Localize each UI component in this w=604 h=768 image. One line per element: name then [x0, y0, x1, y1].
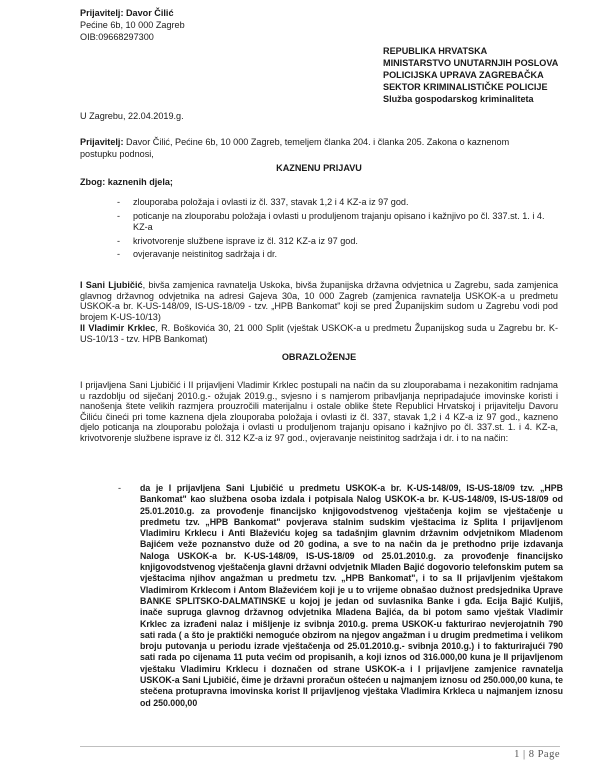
accused-2-name: II Vladimir Krklec	[80, 323, 156, 333]
intro-line-2: postupku podnosi,	[80, 149, 154, 159]
intro-lead: Prijavitelj:	[80, 137, 124, 147]
intro-text: Davor Čilić, Pećine 6b, 10 000 Zagreb, temeljem članka 204. i članka 205. Zakona o kaznenom	[123, 137, 510, 147]
page-number: 1 | 8 Page	[514, 749, 560, 760]
charge-bullet: -	[117, 249, 121, 259]
charge-item: poticanje na zlouporabu položaja i ovlasti u produljenom trajanju opisano i kažnjivo po čl. 337.st. 1. i 4. KZ-a	[133, 211, 545, 232]
recipient-line-4: SEKTOR KRIMINALISTIČKE POLICIJE	[383, 82, 548, 92]
intro-line-1	[80, 137, 509, 148]
charge-item: ovjeravanje neistinitog sadržaja i dr.	[133, 249, 278, 259]
charge-bullet: -	[117, 236, 121, 246]
footer-rule	[80, 746, 560, 747]
charge-bullet: -	[117, 211, 121, 221]
charge-heading: Zbog: kaznenih djela;	[80, 177, 173, 187]
sender-address: Pećine 6b, 10 000 Zagreb	[80, 20, 185, 30]
accused-1-text: , bivša zamjenica ravnatelja Uskoka, bivša županijska državna odvjetnica u Zagrebu, sada zamjenica glavnog državnog odvjetnika na adresi Gajeva 30a, 10 000 Zagreb (zamjenica ravnatelja USKOK-a u predmetu USKOK-a br. K-US-148/09, IS-US-18/09 - tzv. „HPB Bankomat" koji se pred Županijskim sudom u Zagrebu vodi pod brojem K-US-10/13)	[80, 280, 559, 322]
document-title: KAZNENU PRIJAVU	[276, 163, 362, 173]
accused-2	[80, 323, 558, 344]
recipient-line-1: REPUBLIKA HRVATSKA	[383, 46, 488, 56]
document-date: U Zagrebu, 22.04.2019.g.	[80, 111, 184, 121]
explanation-paragraph: I prijavljena Sani Ljubičić i II prijavljeni Vladimir Krklec postupali na način da su zlouporabama i nezakonitim radnjama u razdoblju od siječanj 2010.g.- ožujak 2019.g., svjesno i s namjerom pribavljanja nepripadajuće imovinske koristi i nanošenja štete velikih razmjera prouzročili materijalnu i ostale oblike štete Republici Hrvatskoj i prijavitelju Davoru Čiliću čineći pri tome kaznena djela zlouporaba položaja i ovlasti iz čl. 337, stavak 1,2 i 4 KZ-a iz 97 god., kazneno djelo poticanja na zlouporabu položaja i ovlasti u produljenom trajanju opisano i kažnjivo po čl. 337.st. 1. i 4. KZ-a, krivotvorenje službene isprave iz čl. 312 KZ-a iz 97 god., ovjeravanje neistinitog sadržaja i dr. i to na način:	[80, 380, 558, 443]
recipient-line-3: POLICIJSKA UPRAVA ZAGREBAČKA	[383, 70, 544, 80]
section-title: OBRAZLOŽENJE	[281, 352, 357, 362]
sender-oib: OIB:09668297300	[80, 32, 154, 42]
charge-item: zlouporaba položaja i ovlasti iz čl. 337, stavak 1,2 i 4 KZ-a iz 97 god.	[133, 197, 409, 207]
charge-item: krivotvorenje službene isprave iz čl. 312 KZ-a iz 97 god.	[133, 236, 358, 246]
accused-1-name: I Sani Ljubičić	[80, 280, 143, 290]
charge-bullet: -	[117, 197, 121, 207]
detail-paragraph: da je I prijavljena Sani Ljubičić u predmetu USKOK-a br. K-US-148/09, IS-US-18/09 tzv. „HPB Bankomat" kao službena osoba izdala i potpisala Nalog USKOK-a br. K-US-148/09, IS-US-18/09 od 25.01.2010.g. za provođenje financijsko knjigovodstvenog vještačenja kojim se vještačenje u predmetu tzv. „HPB Bankomat" povjerava stalnim sudskim vještacima iz Splita I prijavljenom Vladimiru Krklecu i Anti Blaževiću kojeg sa tadašnjim glavnim državnim odvjetnikom Mladenom Bajićem veže poznanstvo duže od 20 godina, a sve to na način da je prethodno prije izdavanja Naloga USKOK-a br. K-US-148/09, IS-US-18/09 od 25.01.2010.g. za provođenje financijsko knjigovodstvenog vještačenja glavni državni odvjetnik Mladen Bajić dogovorio telefonskim putem sa vještacima njihov angažman u predmetu tzv. „HPB Bankomat", i to sa II prijavljenim vještakom Vladimirom Krklecom i Antom Blaževićem koji je u to vrijeme obnašao dužnost predsjednika Uprave BANKE SPLITSKO-DALMATINSKE u kojoj je jedan od suvlasnika Banke i gđa. Ecija Bajić Kuljiš, inače supruga glavnog državnog odvjetnika Mladena Bajića, da bi potom samo vještak Vladimir Krklec za izrađeni nalaz i mišljenje iz svibnja 2010.g. prema USKOK-u fakturirao nevjerojatnih 790 sati rada ( a što je praktički nemoguće obzirom na njegov angažman i u drugim predmetima i velikom broju putovanja u periodu izrade vještačenja od 25.01.2010.g.- svibnja 2010.g.) i to fakturirajući 790 sati rada po cijenama 11 puta većim od propisanih, a koji iznos od 316.000,00 kuna je II prijavljenom vještaku Vladimiru Krklecu i doznačen od strane USKOK-a i I prijavljene zamjenice ravnatelja USKOK-a Sani Ljubičić, čime je državni proračun oštećen u najmanjem iznosu od 250.000,00 kuna, te stečena protupravna imovinska korist II prijavljenog vještaka Vladimira Krkleca u najmanjem iznosu od 250.000,00	[140, 483, 563, 708]
sender-name: Prijavitelj: Davor Čilić	[80, 8, 174, 18]
detail-bullet: -	[118, 483, 122, 493]
accused-1	[80, 280, 558, 322]
recipient-line-2: MINISTARSTVO UNUTARNJIH POSLOVA	[383, 58, 559, 68]
accused-2-text: , R. Boškovića 30, 21 000 Split (vještak USKOK-a u predmetu Županijskog suda u Zagrebu br. K-US-10/13 - tzv. HPB Bankomat)	[80, 323, 558, 344]
recipient-line-5: Služba gospodarskog kriminaliteta	[383, 94, 534, 104]
